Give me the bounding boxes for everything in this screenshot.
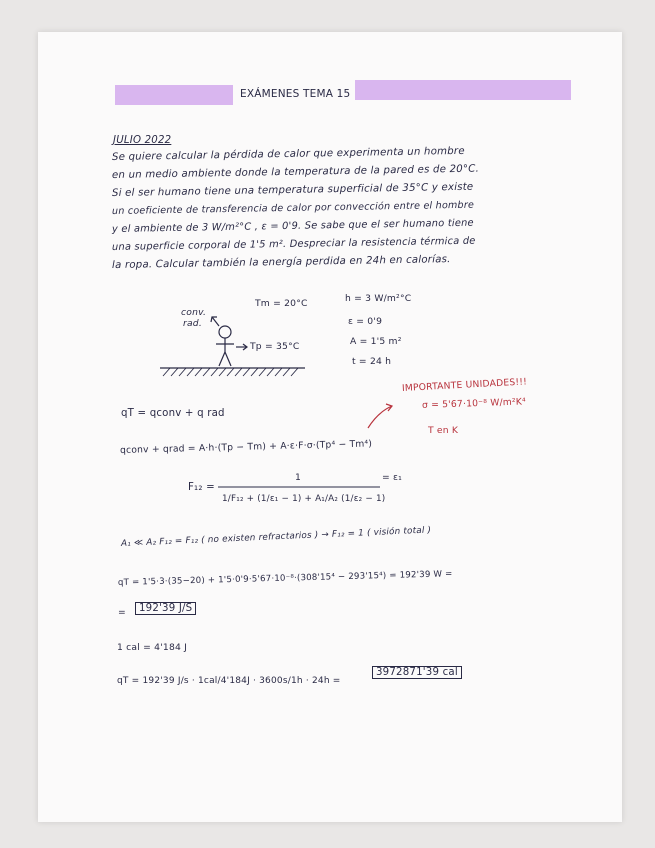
condition-line: A₁ ≪ A₂ F₁₂ = F₁₂ ( no existen refractarios ) → F₁₂ = 1 ( visión total ) <box>120 525 432 549</box>
given-area: A = 1'5 m² <box>350 336 402 347</box>
kelvin-note: T en K <box>428 425 459 436</box>
view-factor-lhs: F₁₂ = <box>188 482 215 493</box>
problem-line: en un medio ambiente donde la temperatura de la pared es de 20°C. <box>111 163 480 181</box>
view-factor-result: = ε₁ <box>382 472 403 483</box>
problem-line: y el ambiente de 3 W/m²°C , ε = 0'9. Se sabe que el ser humano tiene <box>111 217 474 235</box>
sigma-constant: σ = 5'67·10⁻⁸ W/m²K⁴ <box>421 396 527 411</box>
given-h: h = 3 W/m²°C <box>345 293 412 304</box>
energy-conversion: qT = 192'39 J/s · 1cal/4'184J · 3600s/1h · 24h = <box>117 676 341 686</box>
conv-label: conv. <box>181 307 207 318</box>
problem-line: Se quiere calcular la pérdida de calor que experimenta un hombre <box>111 145 465 163</box>
rad-label: rad. <box>183 318 202 329</box>
total-heat-equation: qT = qconv + q rad <box>121 408 225 419</box>
person-head-icon <box>219 326 231 338</box>
problem-line: un coeficiente de transferencia de calor por convección entre el hombre <box>111 199 475 217</box>
given-time: t = 24 h <box>352 356 392 367</box>
view-factor-numerator: 1 <box>295 472 302 483</box>
result-calories: 3972871'39 cal <box>372 666 462 679</box>
view-factor-denominator: 1/F₁₂ + (1/ε₁ − 1) + A₁/A₂ (1/ε₂ − 1) <box>222 494 386 504</box>
calculation-line: qT = 1'5·3·(35−20) + 1'5·0'9·5'67·10⁻⁸·(308'15⁴ − 293'15⁴) = 192'39 W = <box>117 569 453 588</box>
exam-date: JULIO 2022 <box>113 135 172 146</box>
calorie-conversion: 1 cal = 4'184 J <box>117 642 188 653</box>
given-emissivity: ε = 0'9 <box>348 316 383 327</box>
ambient-temperature: Tm = 20°C <box>255 298 308 309</box>
problem-line: la ropa. Calcular también la energía perdida en 24h en calorías. <box>111 254 451 271</box>
problem-line: Si el ser humano tiene una temperatura superficial de 35°C y existe <box>111 181 474 199</box>
surface-temperature: Tp = 35°C <box>250 341 300 352</box>
page-title: EXÁMENES TEMA 15 <box>240 88 351 100</box>
expanded-equation: qconv + qrad = A·h·(Tp − Tm) + A·ε·F·σ·(Tp⁴ − Tm⁴) <box>119 438 373 456</box>
equals-sign: = <box>118 607 126 618</box>
units-warning: IMPORTANTE UNIDADES!!! <box>401 376 528 394</box>
problem-line: una superficie corporal de 1'5 m². Despreciar la resistencia térmica de <box>111 235 476 253</box>
result-watts: 192'39 J/S <box>135 602 196 615</box>
